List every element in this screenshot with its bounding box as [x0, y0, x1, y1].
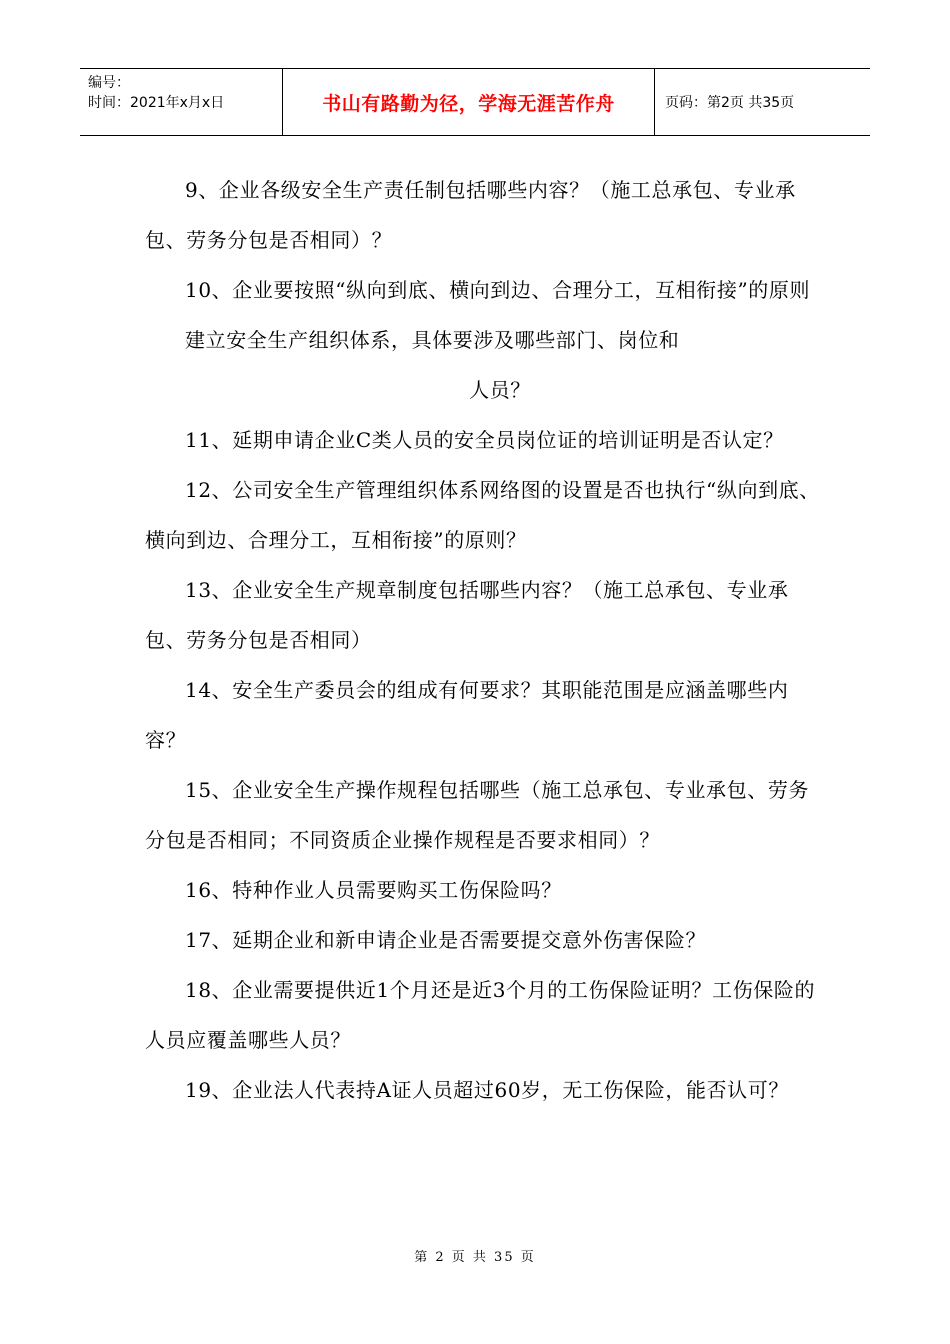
question-12: 12、公司安全生产管理组织体系网络图的设置是否也执行“纵向到底、横向到边、合理分工，互相衔接”的原则？ — [145, 478, 820, 552]
header-page-cell — [655, 69, 870, 135]
question-10-main: 10、企业要按照“纵向到底、横向到边、合理分工，互相衔接”的原则建立安全生产组织体系，具体要涉及哪些部门、岗位和 — [185, 278, 811, 352]
header-motto-cell — [283, 69, 655, 135]
page-footer: 第 2 页 共 35 页 — [414, 1250, 536, 1265]
document-header — [80, 68, 870, 136]
question-17: 17、延期企业和新申请企业是否需要提交意外伤害保险？ — [185, 928, 707, 952]
question-16: 16、特种作业人员需要购买工伤保险吗？ — [185, 878, 562, 902]
question-10 — [145, 265, 825, 415]
header-motto: 书山有路勤为径，学海无涯苦作舟 — [322, 92, 615, 115]
header-page-info: 页码：第2页 共35页 — [665, 95, 795, 111]
question-13: 13、企业安全生产规章制度包括哪些内容？（施工总承包、专业承包、劳务分包是否相同） — [145, 578, 789, 652]
question-14: 14、安全生产委员会的组成有何要求？其职能范围是应涵盖哪些内容？ — [145, 678, 789, 752]
question-list — [145, 165, 825, 1115]
question-11: 11、延期申请企业C类人员的安全员岗位证的培训证明是否认定？ — [185, 428, 784, 452]
header-meta — [80, 69, 283, 135]
document-date: 时间：2021年x月x日 — [88, 95, 225, 111]
question-9: 9、企业各级安全生产责任制包括哪些内容？（施工总承包、专业承包、劳务分包是否相同）？ — [145, 178, 796, 252]
question-10-tail: 人员？ — [469, 378, 531, 402]
document-number-label: 编号： — [88, 75, 130, 91]
question-19: 19、企业法人代表持A证人员超过60岁，无工伤保险，能否认可？ — [185, 1078, 789, 1102]
question-18: 18、企业需要提供近1个月还是近3个月的工伤保险证明？工伤保险的人员应覆盖哪些人员？ — [145, 978, 816, 1052]
question-15: 15、企业安全生产操作规程包括哪些（施工总承包、专业承包、劳务分包是否相同；不同资质企业操作规程是否要求相同）？ — [145, 778, 810, 852]
